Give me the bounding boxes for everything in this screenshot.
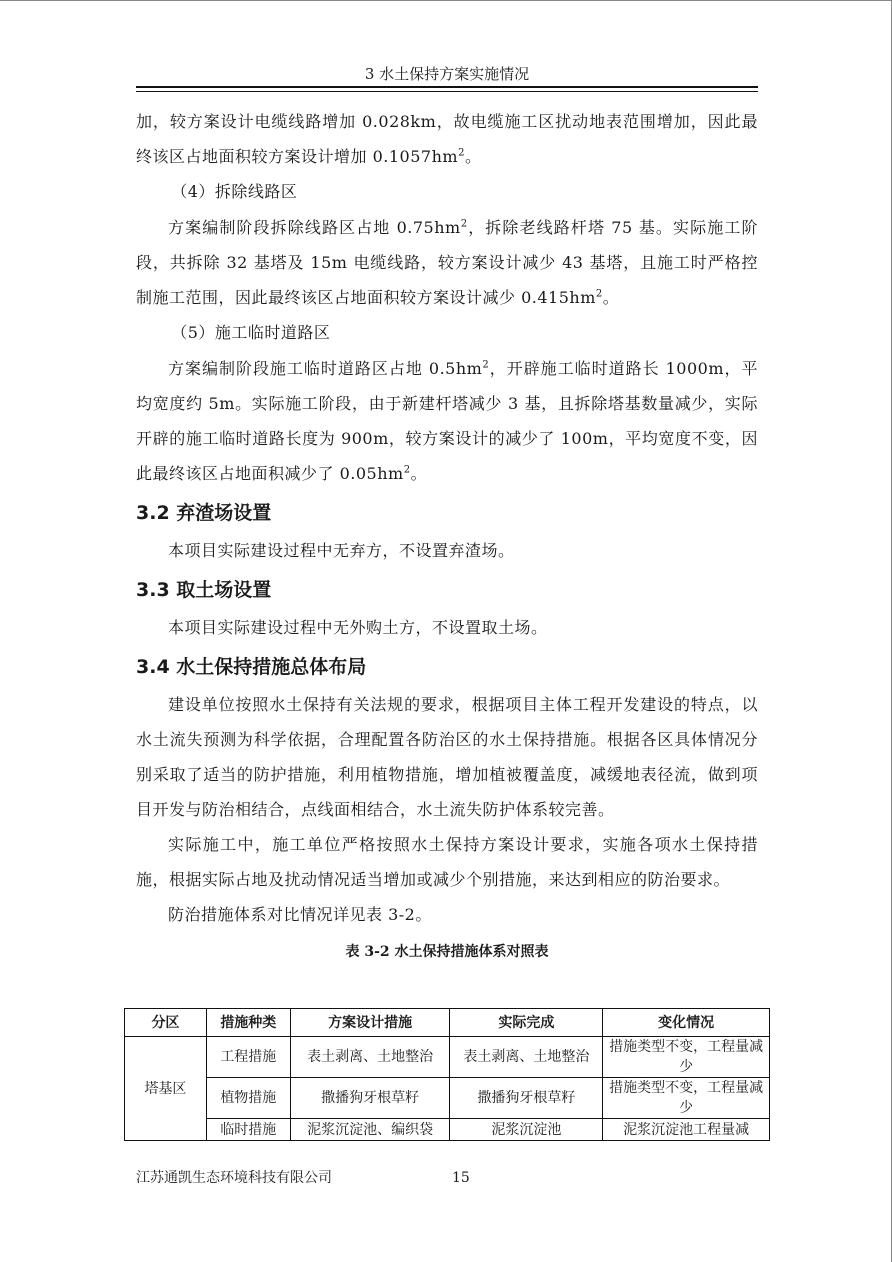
table-header-row xyxy=(125,1009,770,1037)
table-caption: 表 3-2 水土保持措施体系对照表 xyxy=(345,944,549,960)
cell-actual: 泥浆沉淀池 xyxy=(450,1119,603,1141)
cell-change: 措施类型不变，工程量减少 xyxy=(603,1078,770,1119)
cell-zone: 塔基区 xyxy=(125,1037,207,1141)
cell-change: 措施类型不变，工程量减少 xyxy=(603,1037,770,1078)
section-heading-3-4: 3.4 水土保持措施总体布局 xyxy=(136,656,367,678)
header-zone: 分区 xyxy=(125,1009,207,1037)
cell-design: 撒播狗牙根草籽 xyxy=(290,1078,450,1119)
paragraph-3-4-reference: 防治措施体系对比情况详见表 3-2。 xyxy=(168,905,432,924)
cell-design: 表土剥离、土地整治 xyxy=(290,1037,450,1078)
paragraph-demolition: 方案编制阶段拆除线路区占地 $0.75hm^2$，拆除老线路杆塔 75 基。实际施工阶段，共拆除 32 基塔及 15m 电缆线路，较方案设计减少 43 基塔，且施工时严格控制施工范围，因此最终该区占地面积较方案设计减少 $0.415hm^2$。 xyxy=(136,218,758,307)
paragraph-3-4-construction: 实际施工中，施工单位严格按照水土保持方案设计要求，实施各项水土保持措施，根据实际占地及扰动情况适当增加或减少个别措施，来达到相应的防治要求。 xyxy=(136,835,758,889)
running-header: 3 水土保持方案实施情况 xyxy=(364,65,530,83)
header-change: 变化情况 xyxy=(603,1009,770,1037)
section-heading-3-3: 3.3 取土场设置 xyxy=(136,579,272,601)
paragraph-3-3: 本项目实际建设过程中无外购土方，不设置取土场。 xyxy=(168,618,548,637)
page-body xyxy=(136,104,758,970)
subheading-temporary-road-area: （5）施工临时道路区 xyxy=(171,323,331,342)
cell-measure-type: 工程措施 xyxy=(206,1037,290,1078)
cell-actual: 撒播狗牙根草籽 xyxy=(450,1078,603,1119)
header-actual-completion: 实际完成 xyxy=(450,1009,603,1037)
subheading-demolition-line-area: （4）拆除线路区 xyxy=(171,182,298,201)
paragraph-temporary-road: 方案编制阶段施工临时道路区占地 $0.5hm^2$，开辟施工临时道路长 1000m，平均宽度约 5m。实际施工阶段，由于新建杆塔减少 3 基，且拆除塔基数量减少，实际开辟的施工临时道路长度为 900m，较方案设计的减少了 100m，平均宽度不变，因此最终该区占地面积减少了 $0.05hm^2$。 xyxy=(136,359,758,483)
table-row xyxy=(125,1078,770,1119)
measures-table-container xyxy=(124,1008,770,1141)
paragraph-3-4-layout: 建设单位按照水土保持有关法规的要求，根据项目主体工程开发建设的特点，以水土流失预测为科学依据，合理配置各防治区的水土保持措施。根据各区具体情况分别采取了适当的防护措施，利用植物措施，增加植被覆盖度，减缓地表径流，做到项目开发与防治相结合，点线面相结合，水土流失防护体系较完善。 xyxy=(136,695,758,819)
cell-design: 泥浆沉淀池、编织袋 xyxy=(290,1119,450,1141)
paragraph-3-2: 本项目实际建设过程中无弃方，不设置弃渣场。 xyxy=(168,541,515,560)
footer-page-number: 15 xyxy=(452,1170,470,1186)
cell-actual: 表土剥离、土地整治 xyxy=(450,1037,603,1078)
header-rule-thin xyxy=(136,91,758,92)
section-heading-3-2: 3.2 弃渣场设置 xyxy=(136,502,272,524)
header-rule-thick xyxy=(136,86,758,88)
paragraph-continuation: 加，较方案设计电缆线路增加 0.028km，故电缆施工区扰动地表范围增加，因此最终该区占地面积较方案设计增加 $0.1057hm^2$。 xyxy=(136,112,758,166)
page-top-border xyxy=(0,0,891,1)
cell-measure-type: 临时措施 xyxy=(206,1119,290,1141)
table-row xyxy=(125,1037,770,1078)
cell-change: 泥浆沉淀池工程量减 xyxy=(603,1119,770,1141)
header-measure-type: 措施种类 xyxy=(206,1009,290,1037)
footer-company: 江苏通凯生态环境科技有限公司 xyxy=(136,1170,332,1186)
measures-comparison-table xyxy=(124,1008,770,1141)
header-design-measures: 方案设计措施 xyxy=(290,1009,450,1037)
table-row xyxy=(125,1119,770,1141)
cell-measure-type: 植物措施 xyxy=(206,1078,290,1119)
